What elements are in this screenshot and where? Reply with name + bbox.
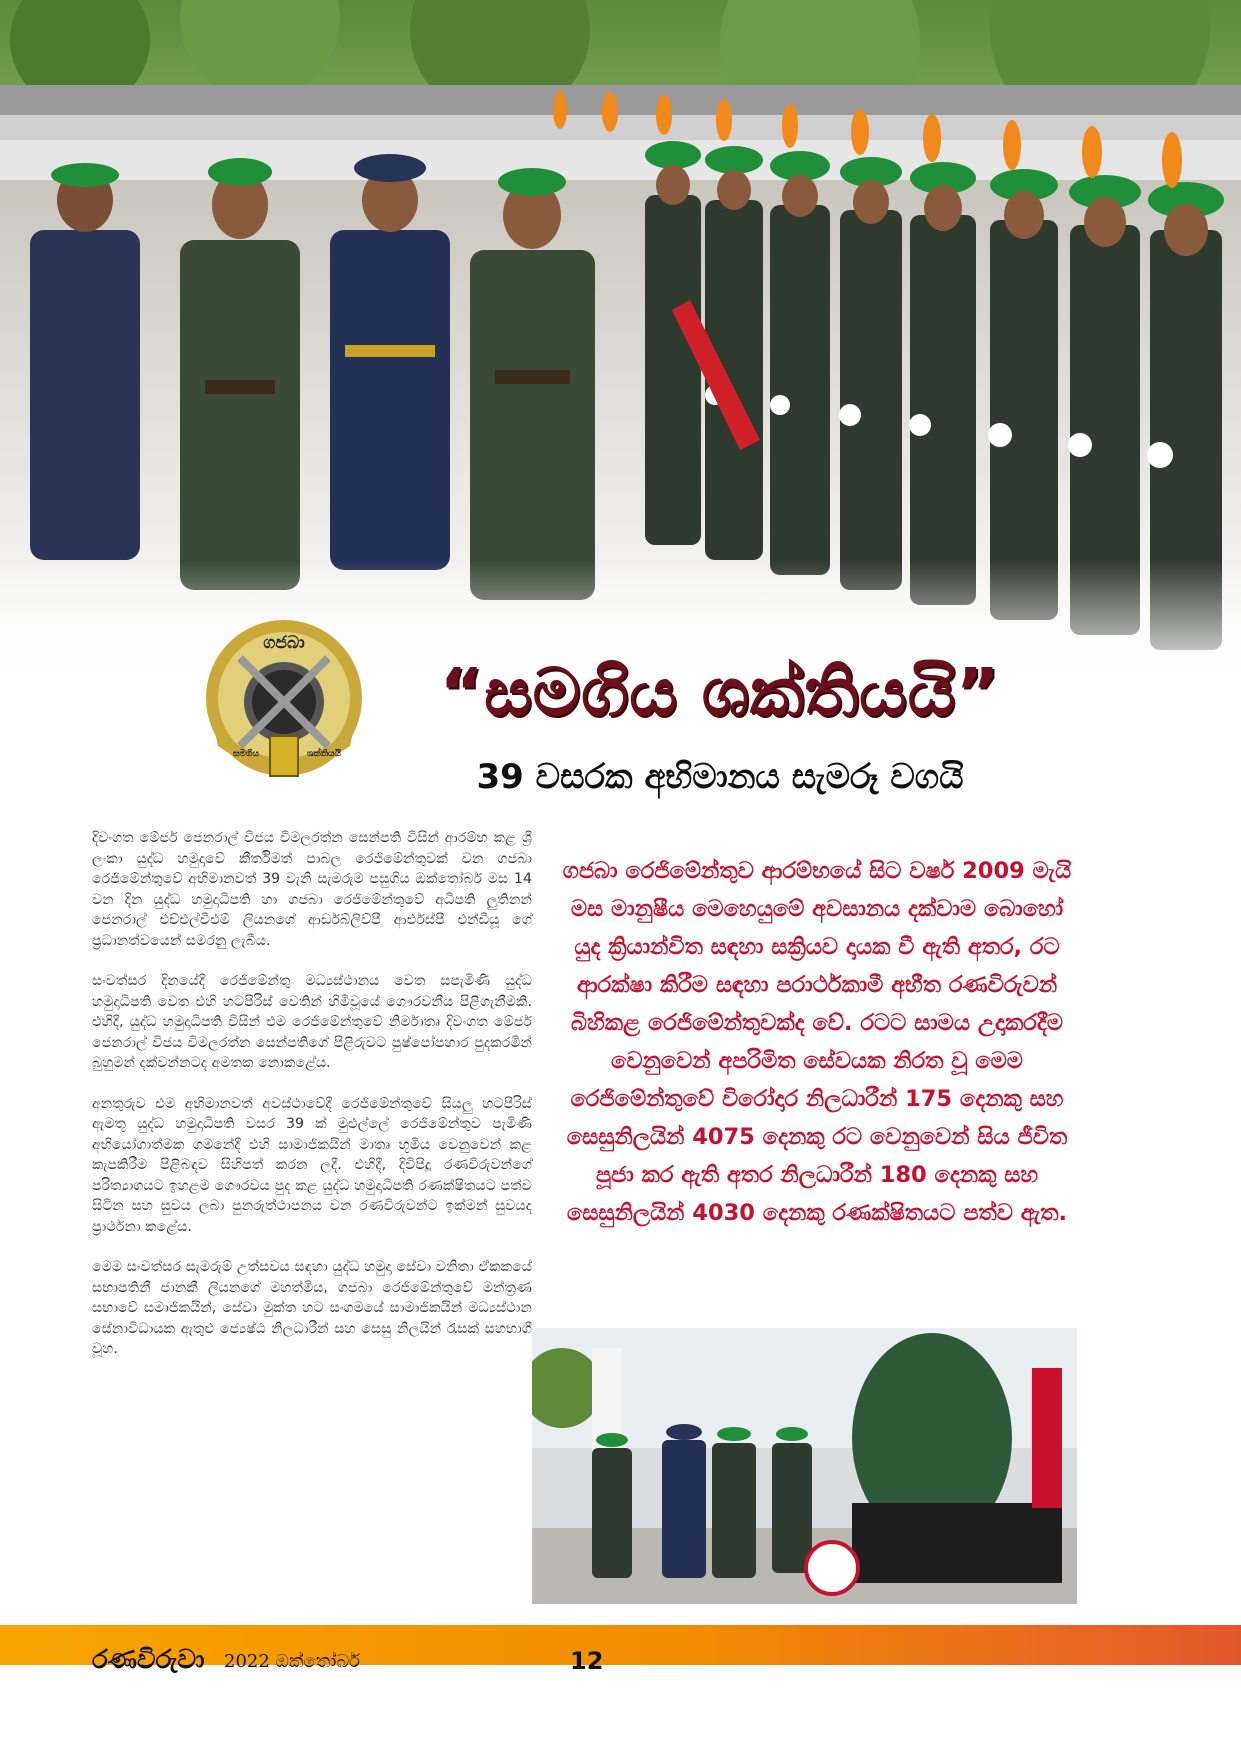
article-title: “සමගිය ශක්තියයි” xyxy=(439,654,1001,731)
body-paragraph: සංවත්සර දිනයේදී රෙජිමේන්තු මධ්‍යස්ථානය වෙත සපැමිණි යුද්ධ හමුදාධිපති වෙත එහි හටපිරිස් වෙතින් හිමිවූයේ ගෞරවනීය පිළිගැනීමකි. එහිදී, යුද්ධ හමුදාධිපති විසින් එම රෙජිමේන්තුවේ නිර්මාතෘ දිවංගත මේජර් ජෙනරාල් විජය විමලරත්න සෙන්පතිගේ පිළිරුවට පුෂ්පෝපහාර පුදකරමින් බුහුමන් දක්වන්නටද අමතක නොකළේය. xyxy=(92,973,532,1071)
emblem-motto-left: සමගිය xyxy=(233,749,259,759)
hero-parade-photo xyxy=(0,0,1241,690)
article-body xyxy=(92,828,532,1380)
magazine-brand: රණවිරුවා xyxy=(92,1645,205,1675)
article-subtitle: 39 වසරක අභිමානය සැමරූ වගයි xyxy=(476,757,964,797)
body-paragraph: දිවංගත මේජර් ජෙනරාල් විජය විමලරත්න සෙන්පති විසින් ආරම්භ කළ ශ්‍රී ලංකා යුද්ධ හමුදාවේ කීර්තිමත් පාබල රෙජිමේන්තුවක් වන ගජබා රෙජිමේන්තුවේ අභිමානවත් 39 වැනි සැමරුම පසුගිය ඔක්තෝබර් මස 14 වන දින යුද්ධ හමුදාධිපති හා ගජබා රෙජිමේන්තුවේ අධිපති ලුතිනන් ජෙනරාල් එච්එල්වීඑම් ලියනගේ ආර්ඩබ්ලිව්පී ආර්එස්පී එන්ඩීයූ ගේ ප්‍රධානත්වයෙන් සමරනු ලැබීය. xyxy=(92,830,532,949)
page-number: 12 xyxy=(570,1647,604,1675)
highlight-quote: ගජබා රෙජිමේන්තුව ආරම්භයේ සිට වර්ෂ 2009 මැයි මස මානුෂීය මෙහෙයුමේ අවසානය දක්වාම බොහෝ යුද ක්‍රියාන්විත සඳහා සක්‍රියව දායක වී ඇති අතර, රට ආරක්ෂා කිරීම සඳහා පරාර්ථකාමී අභීත රණවිරුවන් බිහිකළ රෙජිමේන්තුවක්ද වේ. රටට සාමය උදාකරදීම වෙනුවෙන් අපරිමිත සේවයක නිරත වූ මෙම රෙජිමේන්තුවේ විරෝදාර නිලධාරීන් 175 දෙනකු සහ සෙසුනිලයින් 4075 දෙනකු රට වෙනුවෙන් සිය ජීවිත පූජා කර ඇති අතර නිලධාරීන් 180 දෙනකු සහ සෙසුනිලයින් 4030 දෙනකු රණක්ෂිතයට පත්ව ඇත. xyxy=(562,858,1072,1226)
emblem-motto-right: ශක්තියයි xyxy=(307,749,341,759)
body-paragraph: මෙම සංවත්සර සැමරුම් උත්සවය සඳහා යුද්ධ හමුදා සේවා වනිතා ඒකකයේ සභාපතිනී ජානකී ලියනගේ මහත්මිය, ගජබා රෙජිමේන්තුවේ මන්ත්‍රණ සභාවේ සමාජිකයින්, සේවා මුක්ත හට සංගමයේ සාමාජිකයින් මධ්‍යස්ථාන සේනාවිධායක ඇතුළු ජ්‍යෙෂ්ඨ නිලධාරීන් සහ සෙසු නිලයින් රැසක් සහභාගී වූහ. xyxy=(92,1259,532,1357)
issue-date: 2022 ඔක්තෝබර් xyxy=(224,1651,361,1672)
commemoration-photo xyxy=(532,1328,1077,1604)
body-paragraph: අනතුරුව එම අභිමානවත් අවස්ථාවේදී රෙජිමේන්තුවේ සියලු හටපිරිස් ඇමතූ යුද්ධ හමුදාධිපති වසර 39 ක් මුළුල්ලේ රෙජිමේන්තුව පැමිණි අභියෝගාත්මක ගමනේදී එහි සාමාජිකයින් මාතෘ භූමිය වෙනුවෙන් කළ කැපකිරීම පිළිබඳව සිහිපත් කරන ලදී. එහිදී, දිවිපිදූ රණවිරුවන්ගේ පරිත්‍යාගයට ඉහළම ගෞරවය පුද කළ යුද්ධ හමුදාධිපති රණක්ෂිතයට පත්ව සිටින සහ සුවය ලබා පුනරුත්ථාපනය වන රණවිරුවන්ට ඉක්මන් සුවයද ප්‍රාර්ථනා කළේය. xyxy=(92,1095,532,1235)
regiment-emblem xyxy=(200,618,368,786)
emblem-top-text: ගජබා xyxy=(263,633,305,653)
